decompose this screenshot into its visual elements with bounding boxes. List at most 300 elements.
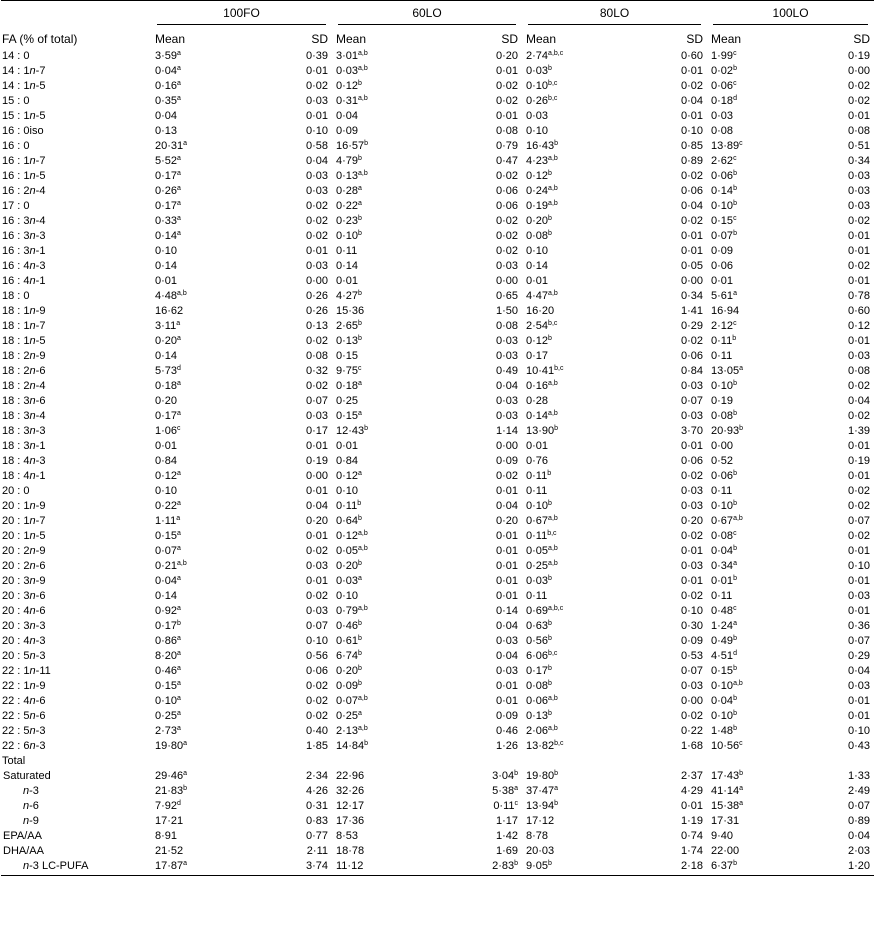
superscript: b xyxy=(548,575,552,582)
sd-cell: 0·08 xyxy=(848,365,871,377)
table-row xyxy=(1,274,874,289)
superscript: a xyxy=(177,470,181,477)
sd-cell: 0·01 xyxy=(848,710,871,722)
mean-column-header: Mean xyxy=(526,32,557,46)
mean-cell: $2\cdot 65^b$ xyxy=(336,320,362,332)
mean-cell: $0\cdot 24^{a,b}$ xyxy=(526,185,558,197)
mean-cell: $0\cdot 18^a$ xyxy=(336,380,362,392)
fa-cell: 18 : 2n-6 xyxy=(2,365,46,377)
superscript: b,c xyxy=(548,650,558,657)
mean-cell: 0·10 xyxy=(526,245,549,257)
sd-cell: 0·36 xyxy=(848,620,871,632)
table-row xyxy=(1,319,874,334)
mean-cell: $20\cdot 93^b$ xyxy=(711,425,744,437)
sd-cell: 0·01 xyxy=(305,245,328,257)
sd-cell: 2·18 xyxy=(681,860,704,872)
sd-cell: 2·49 xyxy=(848,785,871,797)
table-row xyxy=(1,709,874,724)
superscript: a xyxy=(177,170,181,177)
mean-cell: $0\cdot 07^{a,b}$ xyxy=(336,695,368,707)
mean-cell: $7\cdot 92^d$ xyxy=(155,800,181,812)
sd-cell: 0·06 xyxy=(681,185,704,197)
mean-cell: 0·11 xyxy=(711,485,733,497)
sd-cell: 2·03 xyxy=(848,845,871,857)
sd-cell: 0·85 xyxy=(681,140,704,152)
fa-cell: 16 : 3n-4 xyxy=(2,215,46,227)
mean-cell: $13\cdot 94^b$ xyxy=(526,800,559,812)
superscript: a xyxy=(358,410,362,417)
sd-cell: 0·01 xyxy=(495,485,519,497)
superscript: c xyxy=(733,320,737,327)
mean-cell: $0\cdot 10^b$ xyxy=(526,500,552,512)
sd-cell: 0·01 xyxy=(848,245,871,257)
table-row xyxy=(1,139,874,154)
sd-cell: 0·03 xyxy=(681,560,704,572)
sd-cell: 0·01 xyxy=(305,485,328,497)
superscript: b xyxy=(733,65,737,72)
table-row xyxy=(1,229,874,244)
sd-cell: 0·10 xyxy=(848,725,871,737)
mean-cell: $0\cdot 10^b$ xyxy=(711,380,737,392)
sd-cell: 0·04 xyxy=(681,200,704,212)
mean-cell: 0·28 xyxy=(526,395,549,407)
superscript: a xyxy=(177,65,181,72)
mean-cell: 0·03 xyxy=(526,110,549,122)
mean-cell: $0\cdot 26^{b,c}$ xyxy=(526,95,558,107)
mean-cell: $0\cdot 15^a$ xyxy=(155,680,181,692)
mean-cell: $19\cdot 80^b$ xyxy=(526,770,559,782)
superscript: b xyxy=(733,500,737,507)
superscript: a xyxy=(177,575,181,582)
mean-cell: 0·01 xyxy=(336,275,359,287)
superscript: b xyxy=(364,140,369,147)
mean-cell: 0·84 xyxy=(336,455,359,467)
table-row xyxy=(1,484,874,499)
fa-cell: 16 : 3n-1 xyxy=(2,245,46,257)
sd-cell: 0·14 xyxy=(495,605,519,617)
fa-cell: 22 : 1n-9 xyxy=(2,680,46,692)
fa-cell: 22 : 5n-3 xyxy=(2,725,46,737)
mean-cell: 0·84 xyxy=(155,455,178,467)
sd-cell: 0·03 xyxy=(848,185,871,197)
mean-cell: $0\cdot 17^a$ xyxy=(155,410,181,422)
mean-cell: 0·10 xyxy=(336,485,359,497)
fa-cell: 20 : 4n-6 xyxy=(2,605,46,617)
sd-cell: 0·06 xyxy=(305,665,328,677)
superscript: b,c xyxy=(548,80,558,87)
sd-cell: 2·11 xyxy=(306,845,328,857)
sd-cell: 0·01 xyxy=(681,245,704,257)
mean-cell: 0·08 xyxy=(711,125,734,137)
mean-cell: $15\cdot 38^a$ xyxy=(711,800,744,812)
mean-cell: $0\cdot 04^b$ xyxy=(711,695,737,707)
sd-cell: 0·01 xyxy=(305,575,328,587)
mean-cell: $4\cdot 47^{a,b}$ xyxy=(526,290,558,302)
sd-cell: 0·01 xyxy=(848,230,871,242)
mean-cell: 0·14 xyxy=(155,590,178,602)
sd-cell: 0·02 xyxy=(305,545,328,557)
sd-cell: 0·19 xyxy=(848,50,871,62)
sd-cell: 0·89 xyxy=(681,155,704,167)
sd-cell: 0·17 xyxy=(305,425,328,437)
superscript: b xyxy=(554,425,559,432)
sd-cell: 0·29 xyxy=(681,320,704,332)
table-row xyxy=(1,334,874,349)
mean-cell: $0\cdot 15^a$ xyxy=(155,530,181,542)
fa-cell: 20 : 2n-6 xyxy=(2,560,46,572)
fa-cell: 18 : 3n-3 xyxy=(2,425,46,437)
mean-cell: $0\cdot 23^b$ xyxy=(336,215,362,227)
sd-cell: $3\cdot 04^b$ xyxy=(492,770,519,782)
mean-cell: 9·40 xyxy=(711,830,734,842)
table-row xyxy=(1,199,874,214)
sd-cell: 0·40 xyxy=(305,725,328,737)
fa-cell: DHA/AA xyxy=(3,845,44,857)
superscript: c xyxy=(358,365,362,372)
fa-cell: 16 : 0iso xyxy=(2,125,44,137)
mean-cell: $16\cdot 43^b$ xyxy=(526,140,559,152)
sd-cell: $5\cdot 38^a$ xyxy=(492,785,519,797)
mean-cell: $0\cdot 09^b$ xyxy=(336,680,362,692)
sd-cell: 0·04 xyxy=(848,830,871,842)
fa-cell: 20 : 4n-3 xyxy=(2,635,46,647)
sd-cell: 0·03 xyxy=(681,410,704,422)
superscript: b xyxy=(733,665,737,672)
sd-cell: 0·04 xyxy=(495,500,519,512)
sd-cell: 0·04 xyxy=(495,620,519,632)
mean-cell: 0·09 xyxy=(711,245,734,257)
superscript: a xyxy=(177,200,181,207)
superscript: b xyxy=(733,545,737,552)
sd-cell: 0·08 xyxy=(495,320,519,332)
table-row xyxy=(1,259,874,274)
superscript: a xyxy=(177,335,181,342)
sd-cell: 0·26 xyxy=(305,305,328,317)
mean-cell: 12·17 xyxy=(336,800,365,812)
fa-cell: 20 : 3n-3 xyxy=(2,620,46,632)
superscript: a,b xyxy=(733,680,743,687)
mean-cell: $0\cdot 25^a$ xyxy=(155,710,181,722)
sd-cell: 2·34 xyxy=(305,770,328,782)
mean-cell: 32·26 xyxy=(336,785,365,797)
sd-cell: 0·07 xyxy=(681,395,704,407)
mean-cell: $0\cdot 10^b$ xyxy=(336,230,362,242)
mean-cell: 0·11 xyxy=(336,245,358,257)
sd-cell: 0·00 xyxy=(305,470,328,482)
mean-cell: $0\cdot 22^a$ xyxy=(336,200,362,212)
mean-cell: 18·78 xyxy=(336,845,365,857)
sd-cell: 1·42 xyxy=(495,830,519,842)
mean-cell: $0\cdot 49^b$ xyxy=(711,635,737,647)
mean-cell: $2\cdot 12^c$ xyxy=(711,320,737,332)
fa-cell: 18 : 2n-4 xyxy=(2,380,46,392)
mean-cell: 0·10 xyxy=(336,590,359,602)
mean-cell: $0\cdot 07^b$ xyxy=(711,230,737,242)
fa-cell: 17 : 0 xyxy=(2,200,30,212)
sd-cell: 0·04 xyxy=(305,155,328,167)
superscript: a,b xyxy=(358,725,368,732)
fa-cell: 22 : 4n-6 xyxy=(2,695,46,707)
table-row xyxy=(1,649,874,664)
mean-cell: $0\cdot 13^{a,b}$ xyxy=(336,170,368,182)
superscript: a xyxy=(739,800,744,807)
sd-cell: 0·58 xyxy=(305,140,328,152)
sd-cell: 0·03 xyxy=(495,350,519,362)
superscript: c xyxy=(733,155,737,162)
empty-cell xyxy=(630,754,707,769)
sd-cell: 0·07 xyxy=(305,620,328,632)
sd-cell: 0·01 xyxy=(848,275,871,287)
sd-cell: 0·00 xyxy=(495,440,519,452)
fa-cell: 15 : 1n-5 xyxy=(2,110,46,122)
sd-cell: 0·02 xyxy=(495,470,519,482)
superscript: b xyxy=(739,770,744,777)
sd-cell: 0·02 xyxy=(848,95,871,107)
sd-cell: 0·02 xyxy=(495,95,519,107)
superscript: a xyxy=(176,515,181,522)
sd-cell: 0·06 xyxy=(681,350,704,362)
mean-cell: 0·06 xyxy=(711,260,734,272)
superscript: c xyxy=(733,605,737,612)
mean-cell: $0\cdot 20^b$ xyxy=(336,560,362,572)
mean-cell: $10\cdot 41^{b,c}$ xyxy=(526,365,564,377)
sd-cell: 1·50 xyxy=(495,305,519,317)
table-row xyxy=(1,184,874,199)
sd-cell: 0·01 xyxy=(848,440,871,452)
fa-cell: 18 : 3n-6 xyxy=(2,395,46,407)
table-row xyxy=(1,514,874,529)
sd-cell: 0·01 xyxy=(681,110,704,122)
superscript: b xyxy=(358,335,362,342)
table-row xyxy=(1,844,874,859)
superscript: c xyxy=(514,800,519,807)
superscript: b xyxy=(547,470,552,477)
superscript: a xyxy=(358,575,362,582)
sd-cell: 0·02 xyxy=(495,80,519,92)
sd-cell: 0·84 xyxy=(681,365,704,377)
fa-cell: 18 : 2n-9 xyxy=(2,350,46,362)
sd-cell: 0·13 xyxy=(305,320,328,332)
table-row xyxy=(1,529,874,544)
sd-cell: 4·26 xyxy=(305,785,328,797)
sd-cell: 0·02 xyxy=(681,170,704,182)
mean-cell: $0\cdot 28^a$ xyxy=(336,185,362,197)
sd-cell: 0·02 xyxy=(305,335,328,347)
sd-cell: 0·02 xyxy=(848,260,871,272)
superscript: a xyxy=(183,140,188,147)
table-row xyxy=(1,724,874,739)
sd-cell: 0·31 xyxy=(305,800,328,812)
table-row xyxy=(1,544,874,559)
fa-cell: 16 : 1n-5 xyxy=(2,170,46,182)
mean-cell: 0·25 xyxy=(336,395,359,407)
mean-cell: $0\cdot 10^b$ xyxy=(711,500,737,512)
fa-cell: 22 : 1n-11 xyxy=(2,665,51,677)
mean-cell: $5\cdot 61^a$ xyxy=(711,290,737,302)
mean-cell: $3\cdot 59^a$ xyxy=(155,50,181,62)
superscript: a xyxy=(177,215,181,222)
sd-column-header: SD xyxy=(501,32,519,46)
mean-cell: 11·12 xyxy=(336,860,364,872)
mean-cell: $0\cdot 14^{a,b}$ xyxy=(526,410,558,422)
mean-cell: $2\cdot 54^{b,c}$ xyxy=(526,320,558,332)
mean-cell: $0\cdot 06^c$ xyxy=(711,80,737,92)
mean-cell: 0·14 xyxy=(155,260,178,272)
superscript: a xyxy=(554,785,559,792)
sd-cell: 0·02 xyxy=(305,590,328,602)
mean-cell: 20·03 xyxy=(526,845,555,857)
sd-cell: 0·20 xyxy=(305,515,328,527)
sd-cell: 0·01 xyxy=(681,800,704,812)
sd-cell: 0·89 xyxy=(848,815,871,827)
superscript: b xyxy=(732,335,737,342)
superscript: a xyxy=(176,320,181,327)
sd-cell: 0·02 xyxy=(305,380,328,392)
superscript: a xyxy=(358,185,362,192)
fa-cell: 14 : 1n-5 xyxy=(2,80,46,92)
superscript: b,c xyxy=(554,740,564,747)
mean-cell: $0\cdot 63^b$ xyxy=(526,620,552,632)
sd-cell: 1·19 xyxy=(681,815,704,827)
superscript: b xyxy=(554,770,559,777)
fa-cell: Saturated xyxy=(3,770,51,782)
mean-cell: 0·10 xyxy=(155,245,178,257)
fa-cell: 18 : 4n-1 xyxy=(2,470,46,482)
superscript: c xyxy=(733,530,737,537)
mean-cell: $0\cdot 25^a$ xyxy=(336,710,362,722)
mean-cell: $0\cdot 17^a$ xyxy=(155,200,181,212)
sd-cell: 0·08 xyxy=(305,350,328,362)
sd-cell: $2\cdot 83^b$ xyxy=(492,860,519,872)
sd-cell: 0·02 xyxy=(495,230,519,242)
mean-cell: 8·78 xyxy=(526,830,549,842)
mean-cell: $2\cdot 06^{a,b}$ xyxy=(526,725,558,737)
fa-cell: 20 : 3n-6 xyxy=(2,590,46,602)
mean-cell: $20\cdot 31^a$ xyxy=(155,140,188,152)
sd-cell: 1·33 xyxy=(848,770,871,782)
sd-cell: 3·70 xyxy=(681,425,704,437)
sd-cell: 0·12 xyxy=(848,320,871,332)
sd-cell: 0·01 xyxy=(848,335,871,347)
fa-cell: 14 : 1n-7 xyxy=(2,65,46,77)
superscript: a xyxy=(358,470,362,477)
fa-cell: 20 : 1n-9 xyxy=(2,500,46,512)
sd-cell: 0·07 xyxy=(305,395,328,407)
mean-cell: $0\cdot 08^b$ xyxy=(711,410,737,422)
sd-cell: 0·02 xyxy=(681,590,704,602)
superscript: b xyxy=(358,230,362,237)
superscript: b xyxy=(358,680,362,687)
table-row xyxy=(1,694,874,709)
mean-cell: $0\cdot 20^a$ xyxy=(155,335,181,347)
superscript: b xyxy=(177,620,181,627)
superscript: b xyxy=(364,425,369,432)
mean-cell: $3\cdot 11^a$ xyxy=(155,320,181,332)
superscript: a,b,c xyxy=(548,50,564,57)
table-row xyxy=(1,49,874,64)
sd-cell: 0·03 xyxy=(305,260,328,272)
mean-cell: 0·17 xyxy=(526,350,549,362)
superscript: b xyxy=(548,710,552,717)
sd-cell: 0·20 xyxy=(681,515,704,527)
sd-cell: 0·03 xyxy=(681,380,704,392)
mean-cell: $0\cdot 03^a$ xyxy=(336,575,362,587)
group-header: 60LO xyxy=(332,1,522,30)
sd-cell: 0·03 xyxy=(848,350,871,362)
mean-cell: 0·09 xyxy=(336,125,359,137)
superscript: b xyxy=(358,620,362,627)
mean-cell: $0\cdot 06^b$ xyxy=(711,470,737,482)
sd-cell: 0·08 xyxy=(848,125,871,137)
group-header: 100LO xyxy=(707,1,874,30)
superscript: a xyxy=(733,290,737,297)
sd-cell: 0·34 xyxy=(848,155,871,167)
superscript: a xyxy=(177,410,181,417)
mean-cell: $0\cdot 61^b$ xyxy=(336,635,362,647)
mean-cell: $0\cdot 19^{a,b}$ xyxy=(526,200,558,212)
mean-cell: $9\cdot 05^b$ xyxy=(526,860,552,872)
superscript: a xyxy=(177,80,181,87)
sd-cell: 0·19 xyxy=(848,455,871,467)
superscript: a,b xyxy=(358,50,368,57)
fa-cell: 14 : 0 xyxy=(2,50,30,62)
superscript: b xyxy=(358,650,362,657)
superscript: b xyxy=(548,170,552,177)
superscript: b xyxy=(358,290,362,297)
mean-cell: 16·94 xyxy=(711,305,740,317)
superscript: b xyxy=(548,665,552,672)
fa-cell: 20 : 2n-9 xyxy=(2,545,46,557)
mean-cell: 16·20 xyxy=(526,305,555,317)
mean-cell: $0\cdot 12^a$ xyxy=(336,470,362,482)
table-row xyxy=(1,499,874,514)
superscript: b xyxy=(548,215,552,222)
superscript: a xyxy=(739,365,744,372)
sd-cell: 0·02 xyxy=(681,80,704,92)
mean-cell: $0\cdot 67^{a,b}$ xyxy=(526,515,558,527)
superscript: d xyxy=(177,365,181,372)
fa-cell: n-6 xyxy=(23,800,39,812)
mean-column-header: Mean xyxy=(155,32,186,46)
sd-cell: 0·39 xyxy=(305,50,328,62)
superscript: a xyxy=(177,710,181,717)
mean-cell: $0\cdot 08^b$ xyxy=(526,230,552,242)
sd-cell: 0·02 xyxy=(848,80,871,92)
superscript: a,b xyxy=(548,200,558,207)
mean-cell: $0\cdot 64^b$ xyxy=(336,515,362,527)
mean-cell: $0\cdot 14^a$ xyxy=(155,230,181,242)
superscript: a,b xyxy=(548,290,558,297)
superscript: a xyxy=(177,695,181,702)
mean-cell: $0\cdot 18^a$ xyxy=(155,380,181,392)
table-row xyxy=(1,289,874,304)
fa-cell: 20 : 5n-3 xyxy=(2,650,46,662)
mean-cell: $41\cdot 14^a$ xyxy=(711,785,744,797)
table-row xyxy=(1,829,874,844)
sd-cell: 3·74 xyxy=(305,860,328,872)
fa-cell: n-3 LC-PUFA xyxy=(23,860,89,872)
mean-cell: $0\cdot 56^b$ xyxy=(526,635,552,647)
sd-cell: 0·02 xyxy=(848,380,871,392)
superscript: b xyxy=(358,320,362,327)
sd-cell: 0·06 xyxy=(495,185,519,197)
sd-cell: 1·17 xyxy=(495,815,519,827)
superscript: b xyxy=(548,335,552,342)
mean-cell: $5\cdot 73^d$ xyxy=(155,365,181,377)
superscript: a xyxy=(177,605,181,612)
sd-cell: 0·07 xyxy=(848,515,871,527)
sd-column-header: SD xyxy=(686,32,704,46)
